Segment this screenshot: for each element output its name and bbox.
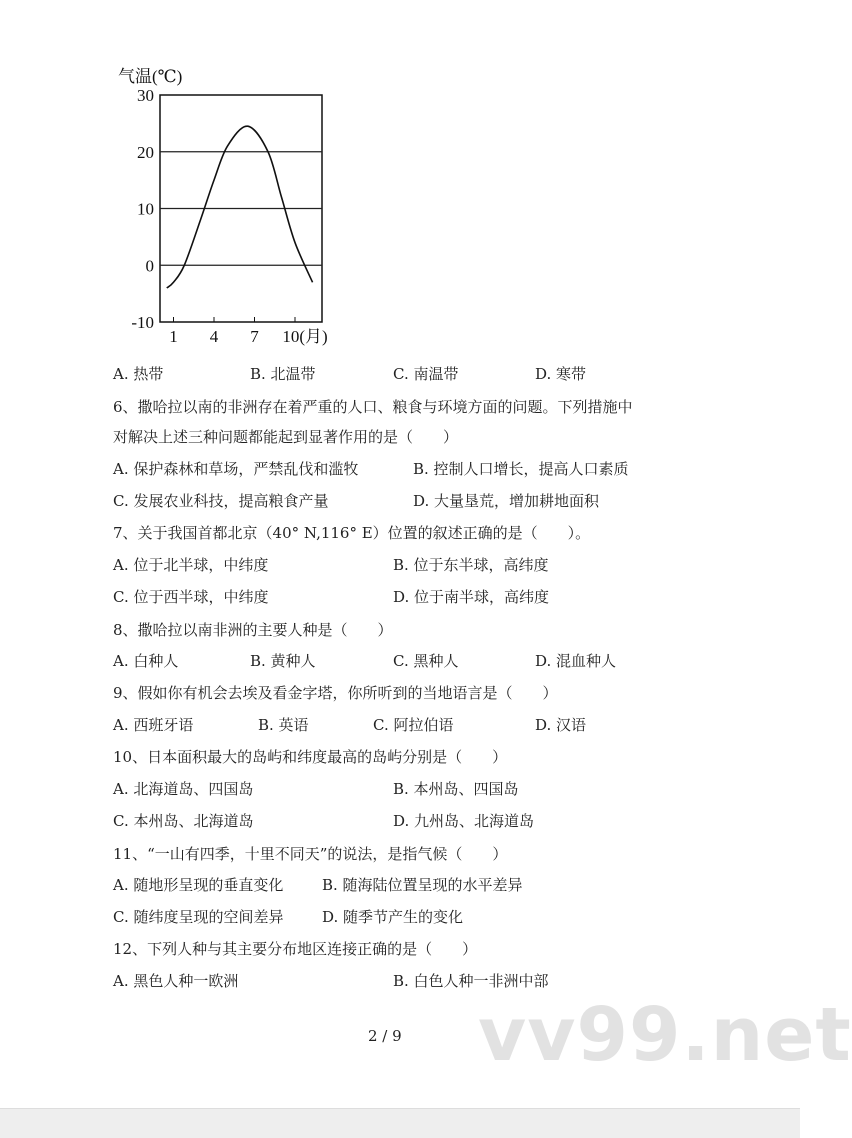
x-tick-label: 1: [169, 327, 178, 346]
y-tick-label: 20: [137, 142, 154, 162]
text-line: B. 黄种人: [250, 652, 316, 670]
text-line: A. 保护森林和草场，严禁乱伐和滥牧: [113, 460, 359, 478]
text-line: 10、日本面积最大的岛屿和纬度最高的岛屿分别是（ ）: [113, 748, 508, 766]
text-line: D. 随季节产生的变化: [322, 908, 464, 926]
text-line: B. 英语: [258, 716, 309, 734]
text-line: C. 黑种人: [393, 652, 459, 670]
text-line: B. 白色人种一非洲中部: [393, 972, 549, 990]
text-line: A. 黑色人种一欧洲: [113, 972, 239, 990]
text-line: B. 控制人口增长，提高人口素质: [413, 460, 629, 478]
text-line: D. 汉语: [535, 716, 587, 734]
text-line: A. 西班牙语: [113, 716, 194, 734]
text-line: 11、“一山有四季，十里不同天”的说法，是指气候（ ）: [113, 845, 508, 863]
text-line: D. 大量垦荒，增加耕地面积: [413, 492, 600, 510]
text-line: B. 本州岛、四国岛: [393, 780, 519, 798]
x-tick-label: 7: [250, 327, 259, 346]
text-line: B. 位于东半球，高纬度: [393, 556, 549, 574]
text-line: 12、下列人种与其主要分布地区连接正确的是（ ）: [113, 940, 478, 958]
text-line: B. 北温带: [250, 365, 316, 383]
text-line: D. 寒带: [535, 365, 587, 383]
text-line: C. 位于西半球，中纬度: [113, 588, 269, 606]
text-line: A. 随地形呈现的垂直变化: [113, 876, 284, 894]
x-tick-label: 4: [209, 327, 219, 346]
text-line: C. 发展农业科技，提高粮食产量: [113, 492, 329, 510]
y-tick-label: -10: [131, 313, 154, 332]
temperature-curve: [167, 126, 313, 288]
text-line: 7、关于我国首都北京（40° N,116° E）位置的叙述正确的是（ ）。: [113, 524, 591, 542]
temperature-chart: [100, 60, 340, 350]
text-line: C. 随纬度呈现的空间差异: [113, 908, 284, 926]
y-tick-label: 10: [137, 199, 154, 219]
text-line: B. 随海陆位置呈现的水平差异: [322, 876, 523, 894]
y-axis-label: 气温(℃): [118, 67, 183, 86]
watermark: vv99.net: [478, 992, 852, 1078]
text-line: A. 位于北半球，中纬度: [113, 556, 269, 574]
text-line: 6、撒哈拉以南的非洲存在着严重的人口、粮食与环境方面的问题。下列措施中: [113, 398, 633, 416]
text-line: A. 白种人: [113, 652, 179, 670]
x-tick-label: 10(月): [282, 327, 328, 346]
text-line: C. 阿拉伯语: [373, 716, 454, 734]
text-line: 8、撒哈拉以南非洲的主要人种是（ ）: [113, 621, 393, 639]
text-line: 对解决上述三种问题都能起到显著作用的是（ ）: [113, 428, 459, 446]
text-line: A. 热带: [113, 365, 164, 383]
y-tick-label: 0: [145, 256, 154, 276]
text-line: D. 九州岛、北海道岛: [393, 812, 535, 830]
text-line: A. 北海道岛、四国岛: [113, 780, 254, 798]
text-line: D. 混血种人: [535, 652, 617, 670]
text-line: C. 南温带: [393, 365, 459, 383]
page-number: 2 / 9: [368, 1027, 402, 1045]
text-line: C. 本州岛、北海道岛: [113, 812, 254, 830]
text-line: D. 位于南半球，高纬度: [393, 588, 550, 606]
y-tick-label: 30: [137, 86, 154, 105]
text-line: 9、假如你有机会去埃及看金字塔，你所听到的当地语言是（ ）: [113, 684, 558, 702]
viewer-bottom-bar: [0, 1108, 800, 1138]
